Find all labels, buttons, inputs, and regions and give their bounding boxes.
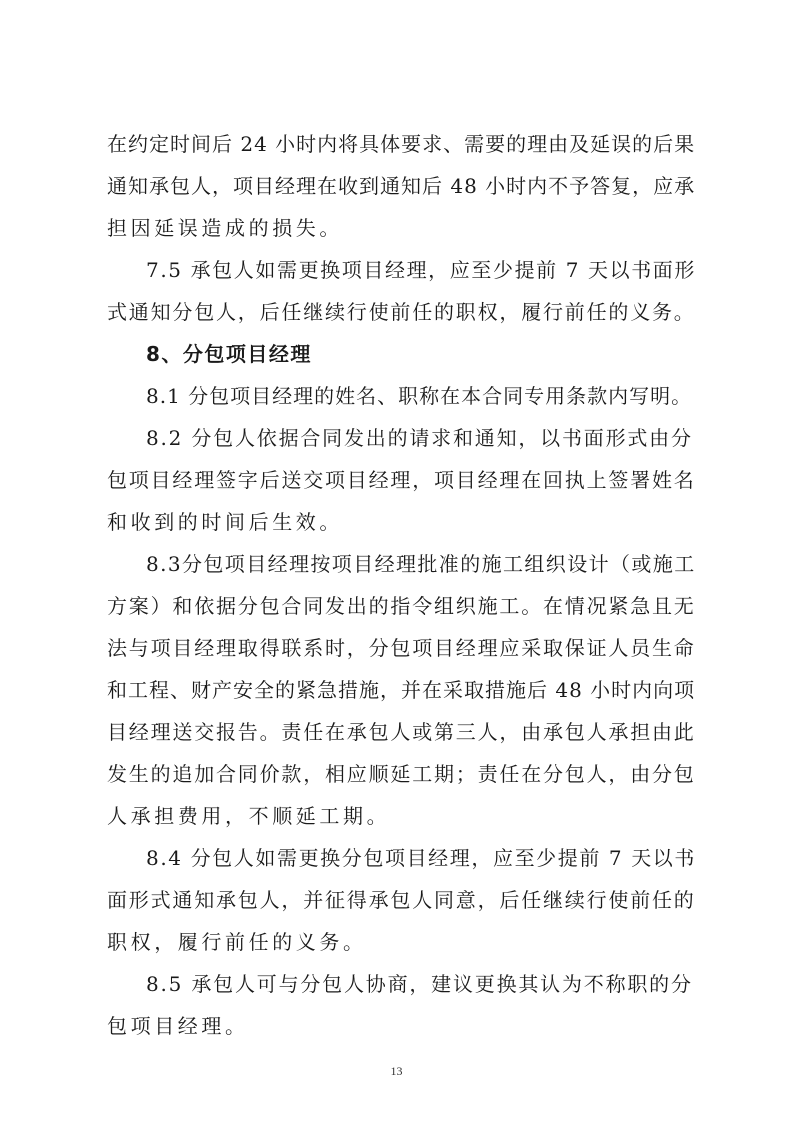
text-line: 通知承包人，项目经理在收到通知后 48 小时内不予答复，应承 — [107, 174, 696, 198]
clause-8-3-line: 8.3分包项目经理按项目经理批准的施工组织设计（或施工 — [146, 552, 696, 576]
text-line: 担因延误造成的损失。 — [107, 216, 343, 240]
clause-8-4-line: 8.4 分包人如需更换分包项目经理，应至少提前 7 天以书 — [146, 846, 697, 870]
text-line: 职权，履行前任的义务。 — [107, 930, 367, 954]
text-line: 法与项目经理取得联系时，分包项目经理应采取保证人员生命 — [107, 636, 696, 660]
text-line: 式通知分包人，后任继续行使前任的职权，履行前任的义务。 — [107, 300, 696, 324]
text-line: 方案）和依据分包合同发出的指令组织施工。在情况紧急且无 — [107, 594, 696, 618]
text-line: 包项目经理。 — [107, 1014, 249, 1038]
text-line: 和工程、财产安全的紧急措施，并在采取措施后 48 小时内向项 — [107, 678, 696, 702]
text-line: 面形式通知承包人，并征得承包人同意，后任继续行使前任的 — [107, 888, 696, 912]
text-line: 和收到的时间后生效。 — [107, 510, 343, 534]
section-heading: 8、分包项目经理 — [146, 342, 312, 366]
text-line: 在约定时间后 24 小时内将具体要求、需要的理由及延误的后果 — [107, 132, 696, 156]
clause-8-2-line: 8.2 分包人依据合同发出的请求和通知，以书面形式由分 — [146, 426, 693, 450]
text-line: 包项目经理签字后送交项目经理，项目经理在回执上签署姓名 — [107, 468, 696, 492]
text-line: 发生的追加合同价款，相应顺延工期；责任在分包人，由分包 — [107, 762, 696, 786]
clause-8-1-line: 8.1 分包项目经理的姓名、职称在本合同专用条款内写明。 — [146, 384, 693, 408]
text-line: 人承担费用，不顺延工期。 — [107, 804, 391, 828]
text-line: 目经理送交报告。责任在承包人或第三人，由承包人承担由此 — [107, 720, 696, 744]
page-number: 13 — [390, 1064, 403, 1078]
clause-7-5-line: 7.5 承包人如需更换项目经理，应至少提前 7 天以书面形 — [146, 258, 697, 282]
clause-8-5-line: 8.5 承包人可与分包人协商，建议更换其认为不称职的分 — [146, 972, 693, 996]
